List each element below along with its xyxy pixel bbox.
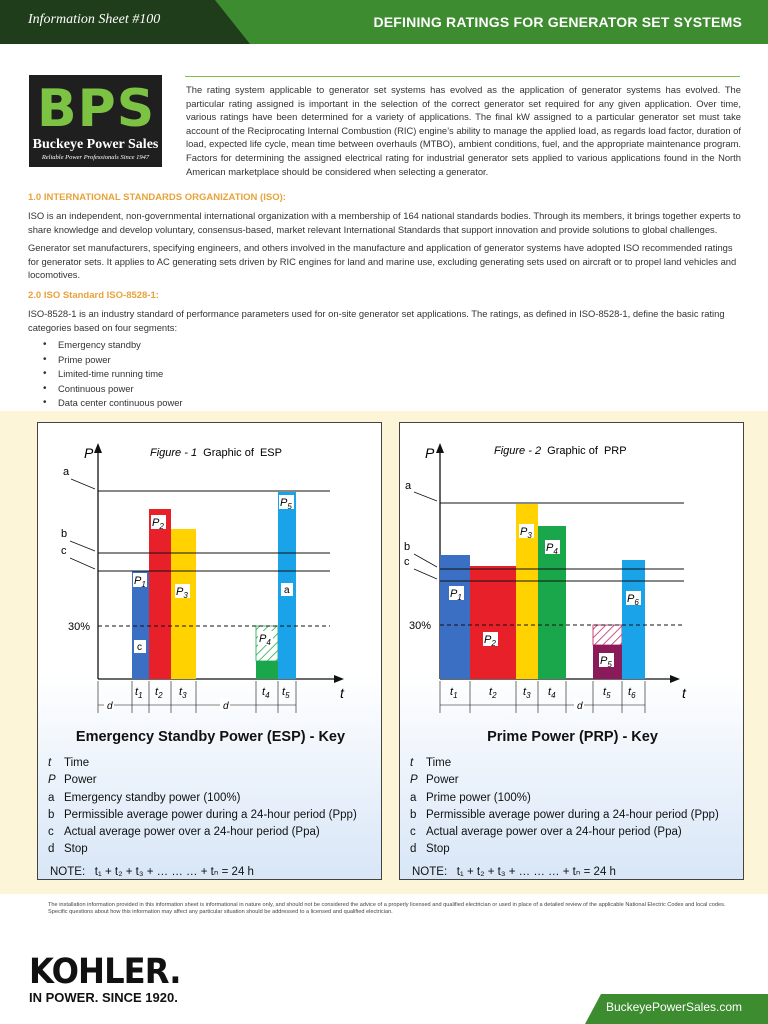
label-p3: $P_3$ xyxy=(176,586,188,600)
axis-label-t: t xyxy=(682,685,686,701)
x-axis-arrow xyxy=(670,675,680,683)
label-t4: $t_4$ xyxy=(548,686,556,700)
sheet-number: Information Sheet #100 xyxy=(28,12,161,27)
page-title: DEFINING RATINGS FOR GENERATOR SET SYSTEMS xyxy=(373,14,742,30)
section-1-paragraph-2: Generator set manufacturers, specifying engineers, and others involved in the manufacture and application of generator systems have adopted ISO recommended ratings for generator sets. It applies to AC generating sets driven by RIC engines for land and marine use, excluding generating sets used on aircraft or to propel land vehicles and locomotives. xyxy=(28,242,737,281)
label-t1: $t_1$ xyxy=(135,686,143,700)
label-b: b xyxy=(61,528,68,540)
label-c: c xyxy=(61,545,67,557)
label-p3: $P_3$ xyxy=(520,526,532,540)
esp-key-title: Emergency Standby Power (ESP) - Key xyxy=(75,729,346,745)
figure-esp xyxy=(37,422,382,880)
label-a: a xyxy=(63,466,70,478)
list-item: • Continuous power xyxy=(58,382,183,397)
key-item: d Stop xyxy=(48,843,88,856)
list-item: • Emergency standby xyxy=(58,338,183,353)
axis-label-p: P xyxy=(84,445,94,461)
bar-label-a: a xyxy=(284,585,290,596)
label-p1: $P_1$ xyxy=(450,588,462,602)
label-t5: $t_5$ xyxy=(282,686,290,700)
bar-p1 xyxy=(440,555,470,679)
label-30pct: 30% xyxy=(409,620,432,632)
caption-suffix: ESP xyxy=(259,447,282,459)
caption-text: Graphic of xyxy=(547,445,598,457)
label-a: a xyxy=(405,480,412,492)
pointer-c xyxy=(414,569,437,579)
logo-letters: BPS xyxy=(37,79,156,139)
website-link[interactable]: BuckeyePowerSales.com xyxy=(605,1000,742,1014)
label-p4: $P_4$ xyxy=(259,633,271,647)
rating-category-list xyxy=(58,338,183,411)
label-p5: $P_5$ xyxy=(280,497,292,511)
label-p2: $P_2$ xyxy=(152,517,164,531)
label-t4: $t_4$ xyxy=(262,686,270,700)
label-t3: $t_3$ xyxy=(523,686,531,700)
key-item: a Prime power (100%) xyxy=(410,791,531,804)
list-item: • Limited-time running time xyxy=(58,367,183,382)
bar-label-c: c xyxy=(137,642,142,653)
key-item: b Permissible average power during a 24-hour period (Ppp) xyxy=(48,808,357,821)
axis-label-t: t xyxy=(340,685,344,701)
logo-tagline: Reliable Power Professionals Since 1947 xyxy=(41,154,150,161)
bps-logo xyxy=(29,75,162,167)
kohler-logo: KOHLER. xyxy=(29,952,181,992)
pointer-a xyxy=(414,492,437,501)
label-t1: $t_1$ xyxy=(450,686,458,700)
label-stop: d xyxy=(577,701,583,712)
key-item: P Power xyxy=(48,774,97,787)
esp-chart xyxy=(38,423,380,723)
label-t3: $t_3$ xyxy=(179,686,187,700)
bar-p2 xyxy=(149,509,171,679)
kohler-tagline: IN POWER. SINCE 1920. xyxy=(29,990,178,1005)
bar-p6 xyxy=(622,560,645,679)
label-p5: $P_5$ xyxy=(600,655,612,669)
caption-suffix: PRP xyxy=(603,445,627,457)
list-item: • Data center continuous power xyxy=(58,396,183,411)
label-t5: $t_5$ xyxy=(603,686,611,700)
y-axis-arrow xyxy=(94,443,102,453)
caption-prefix: Figure - 2 xyxy=(494,445,542,457)
label-t2: $t_2$ xyxy=(155,686,163,700)
label-p6: $P_6$ xyxy=(627,593,639,607)
key-item: a Emergency standby power (100%) xyxy=(48,791,241,804)
bar-p5-hatched xyxy=(593,625,622,645)
label-t6: $t_6$ xyxy=(628,686,636,700)
label-t2: $t_2$ xyxy=(489,686,497,700)
disclaimer: The installation information provided in this information sheet is informational in nature only, and should not be considered the advice of a properly licensed and qualified electrician or used in place of a detailed review of the applicable National Electric Codes and local codes. Specific questions about how this information may affect any particular situation should be addressed to a licensed and qualified electrician. xyxy=(48,902,726,916)
figure-caption xyxy=(494,445,627,457)
intro-paragraph: The rating system applicable to generator set systems has evolved as the application of generator systems has evolved. The particular rating assigned is important in the selection of the correct generator set required for any given application. Over time, various ratings have been determined for a variety of applications. The final kW assigned to a particular generator set must take account of the Reciprocating Internal Combustion (RIC) engine’s ability to manage the applied load, as regards load factor, duration of load, expected life cycle, mean time between overhauls (MTBO), ambient conditions, fuel, and the appropriate maintenance program. Factors for determining the assigned electrical rating for industrial generator sets applied to various applications found in the North American marketplace should be considered when selecting a generator. xyxy=(186,84,741,177)
figure-caption xyxy=(150,447,282,459)
bar-p4 xyxy=(256,661,278,679)
label-b: b xyxy=(404,541,411,553)
bar-p2 xyxy=(470,566,516,679)
pointer-c xyxy=(70,558,95,569)
label-stop-1: d xyxy=(107,701,113,712)
axis-label-p: P xyxy=(425,445,435,461)
key-item: c Actual average power over a 24-hour period (Ppa) xyxy=(410,826,682,839)
prp-key-title: Prime Power (PRP) - Key xyxy=(487,729,658,745)
section-2-paragraph: ISO-8528-1 is an industry standard of performance parameters used for on-site generator set applications. The ratings, as defined in ISO-8528-1, define the basic rating categories based on four segments: xyxy=(28,308,725,333)
figure-prp xyxy=(399,422,744,880)
x-axis-arrow xyxy=(334,675,344,683)
key-item: P Power xyxy=(410,774,459,787)
label-stop-2: d xyxy=(223,701,229,712)
caption-text: Graphic of xyxy=(203,447,254,459)
label-30pct: 30% xyxy=(68,621,91,633)
section-2-heading: 2.0 ISO Standard ISO-8528-1: xyxy=(28,290,159,301)
key-item: d Stop xyxy=(410,843,450,856)
caption-prefix: Figure - 1 xyxy=(150,447,198,459)
bar-p3 xyxy=(171,529,196,679)
esp-key-list xyxy=(48,755,357,859)
label-p1: $P_1$ xyxy=(134,575,146,589)
label-c: c xyxy=(404,556,410,568)
section-1-paragraph-1: ISO is an independent, non-governmental international organization with a membership of 164 national standards bodies. Through its members, it brings together experts to share knowledge and develop voluntary, consensus-based, market relevant International Standards that support innovation and provide solutions to global challenges. xyxy=(28,210,741,235)
label-p2: $P_2$ xyxy=(484,634,496,648)
key-item: b Permissible average power during a 24-hour period (Ppp) xyxy=(410,808,719,821)
prp-chart xyxy=(400,423,742,723)
label-p4: $P_4$ xyxy=(546,542,558,556)
footer-url-bar xyxy=(585,994,768,1024)
key-item: c Actual average power over a 24-hour period (Ppa) xyxy=(48,826,320,839)
divider xyxy=(185,76,740,77)
prp-note: NOTE: t₁ + t₂ + t₃ + … … … + tₙ = 24 h xyxy=(412,866,616,878)
pointer-b xyxy=(414,554,437,567)
pointer-b xyxy=(70,541,95,551)
key-item: t Time xyxy=(48,757,90,769)
prp-key-list xyxy=(410,755,719,859)
list-item: • Prime power xyxy=(58,353,183,368)
header-bar xyxy=(0,0,768,44)
y-axis-arrow xyxy=(436,443,444,453)
pointer-a xyxy=(71,479,95,489)
key-item: t Time xyxy=(410,757,452,769)
logo-company-name: Buckeye Power Sales xyxy=(32,137,159,152)
esp-note: NOTE: t₁ + t₂ + t₃ + … … … + tₙ = 24 h xyxy=(50,866,254,878)
section-1-heading: 1.0 INTERNATIONAL STANDARDS ORGANIZATION (ISO): xyxy=(28,192,286,203)
